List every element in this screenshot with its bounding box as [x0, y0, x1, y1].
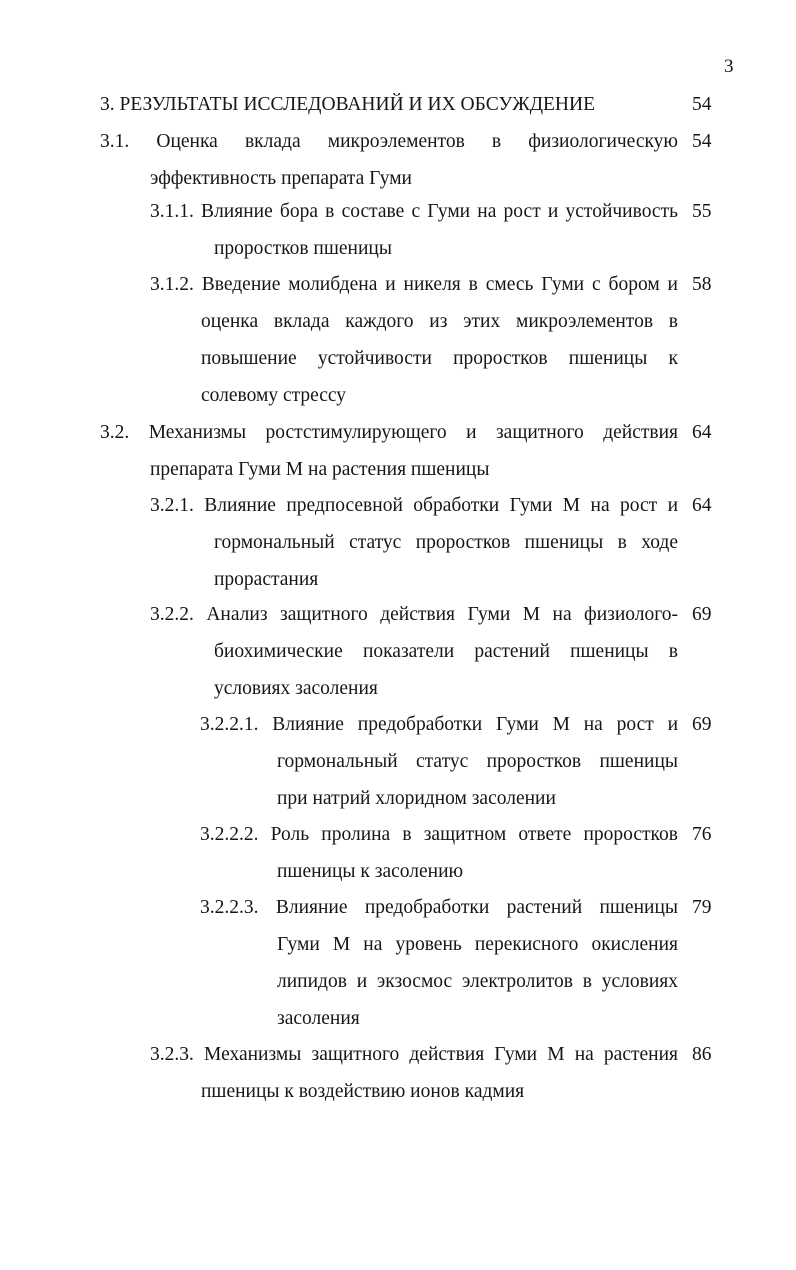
toc-entry-line: 3.1.1. Влияние бора в составе с Гуми на рост и устойчивость — [150, 201, 678, 222]
toc-entry-line: оценка вклада каждого из этих микроэлементов в — [201, 311, 678, 332]
toc-page-number: 54 — [692, 131, 712, 152]
toc-entry-line: при натрий хлоридном засолении — [277, 788, 556, 809]
toc-entry-line: 3.2.2.3. Влияние предобработки растений пшеницы — [200, 897, 678, 918]
toc-entry-line: 3. РЕЗУЛЬТАТЫ ИССЛЕДОВАНИЙ И ИХ ОБСУЖДЕНИЕ — [100, 94, 596, 115]
toc-entry-line: препарата Гуми М на растения пшеницы — [150, 459, 490, 480]
toc-entry-line: условиях засоления — [214, 678, 378, 699]
toc-page-number: 64 — [692, 422, 712, 443]
toc-entry-line: повышение устойчивости проростков пшеницы к — [201, 348, 678, 369]
toc-page-number: 64 — [692, 495, 712, 516]
toc-page-number: 79 — [692, 897, 712, 918]
toc-entry-line: засоления — [277, 1008, 360, 1029]
toc-entry-line: 3.1.2. Введение молибдена и никеля в смесь Гуми с бором и — [150, 274, 678, 295]
toc-entry-line: 3.2.3. Механизмы защитного действия Гуми М на растения — [150, 1044, 678, 1065]
toc-entry-line: 3.2.2.1. Влияние предобработки Гуми М на рост и — [200, 714, 678, 735]
toc-page-number: 69 — [692, 714, 712, 735]
toc-entry-line: липидов и экзосмос электролитов в условиях — [277, 971, 678, 992]
toc-entry-line: прорастания — [214, 569, 319, 590]
toc-entry-line: пшеницы к воздействию ионов кадмия — [201, 1081, 525, 1102]
toc-entry-line: 3.2.2. Анализ защитного действия Гуми М на физиолого- — [150, 604, 678, 625]
page-number: 3 — [724, 56, 734, 77]
toc-entry-line: солевому стрессу — [201, 385, 347, 406]
toc-entry-line: биохимические показатели растений пшеницы в — [214, 641, 678, 662]
toc-entry-line: 3.2. Механизмы ростстимулирующего и защитного действия — [100, 422, 678, 443]
toc-entry-line: гормональный статус проростков пшеницы — [277, 751, 678, 772]
toc-page-number: 76 — [692, 824, 712, 845]
toc-page-number: 54 — [692, 94, 712, 115]
toc-entry-line: 3.2.1. Влияние предпосевной обработки Гуми М на рост и — [150, 495, 678, 516]
toc-entry-line: гормональный статус проростков пшеницы в ходе — [214, 532, 678, 553]
toc-entry-line: Гуми М на уровень перекисного окисления — [277, 934, 678, 955]
toc-entry-line: 3.1. Оценка вклада микроэлементов в физиологическую — [100, 131, 678, 152]
toc-entry-line: эффективность препарата Гуми — [150, 168, 412, 189]
toc-page-number: 69 — [692, 604, 712, 625]
toc-page-number: 58 — [692, 274, 712, 295]
toc-page-number: 86 — [692, 1044, 712, 1065]
toc-entry-line: проростков пшеницы — [214, 238, 392, 259]
toc-page-number: 55 — [692, 201, 712, 222]
toc-entry-line: пшеницы к засолению — [277, 861, 464, 882]
toc-entry-line: 3.2.2.2. Роль пролина в защитном ответе проростков — [200, 824, 678, 845]
